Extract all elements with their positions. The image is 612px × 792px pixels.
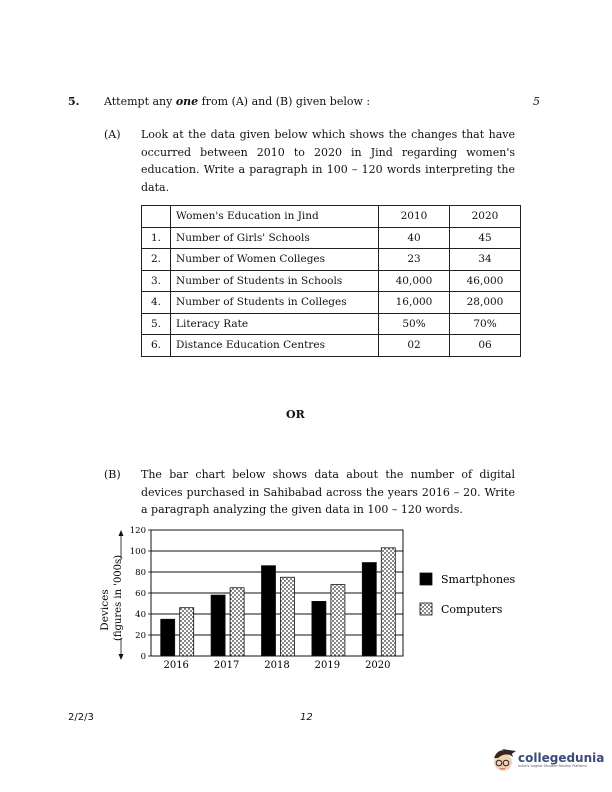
bar-computers-2017 [230,588,244,656]
or-separator: OR [286,408,305,421]
row-label: Literacy Rate [171,313,379,335]
question-marks: 5 [533,95,540,108]
row-number: 4. [142,292,171,314]
bar-smartphones-2017 [211,595,225,656]
legend-label-computers: Computers [441,603,503,616]
page-number: 12 [300,712,313,723]
part-a-line: data. [141,180,170,194]
row-number: 3. [142,270,171,292]
row-value-2020: 70% [450,313,521,335]
part-b-label: (B) [104,468,121,481]
legend-swatch-smartphones [420,573,432,585]
part-a-line: Look at the data given below which shows the changes that have [141,128,515,141]
bar-computers-2020 [381,548,395,656]
question-number: 5. [68,95,80,108]
y-axis-title: Devices [99,589,111,631]
instruction-text: Attempt any [104,95,176,108]
header-cell: Women's Education in Jind [171,206,379,228]
legend-label-smartphones: Smartphones [441,573,516,586]
row-number: 6. [142,335,171,357]
y-axis-label [99,530,124,660]
part-a-line: occurred between 2010 to 2020 in Jind regarding women's [141,145,515,159]
mascot-icon [490,745,518,775]
row-value-2020: 06 [450,335,521,357]
legend-swatch-computers [420,603,432,615]
y-tick-label: 20 [135,631,146,641]
row-number: 5. [142,313,171,335]
bar-smartphones-2018 [262,566,276,656]
row-value-2010: 16,000 [379,292,450,314]
row-label: Distance Education Centres [171,335,379,357]
brand-name: collegedunia [518,751,605,765]
part-b-line: devices purchased in Sahibabad across the years 2016 – 20. Write [141,485,515,499]
chart-bars [161,548,396,656]
part-a-label: (A) [104,128,121,141]
y-axis-subtitle: (figures in '000s) [113,554,124,642]
part-b-line: The bar chart below shows data about the number of digital [141,468,515,481]
chart-legend [420,573,516,616]
part-b-line: a paragraph analyzing the given data in 100 – 120 words. [141,503,463,516]
row-value-2020: 28,000 [450,292,521,314]
row-value-2010: 50% [379,313,450,335]
part-a-line: education. Write a paragraph in 100 – 120 words interpreting the [141,163,515,176]
x-tick-label: 2019 [314,660,341,671]
row-number: 1. [142,227,171,249]
y-tick-label: 60 [135,589,146,599]
bar-smartphones-2019 [312,601,326,656]
x-tick-labels [163,660,390,671]
row-value-2010: 40 [379,227,450,249]
row-label: Number of Students in Schools [171,270,379,292]
row-value-2010: 23 [379,249,450,271]
row-label: Number of Students in Colleges [171,292,379,314]
row-value-2020: 46,000 [450,270,521,292]
row-label: Number of Women Colleges [171,249,379,271]
bar-computers-2016 [180,608,194,656]
x-tick-label: 2017 [213,660,240,671]
y-tick-label: 120 [129,526,146,536]
row-value-2010: 02 [379,335,450,357]
collegedunia-logo [490,745,604,775]
y-tick-label: 80 [135,568,146,578]
header-cell: 2020 [450,206,521,228]
y-tick-label: 40 [135,610,146,620]
x-tick-label: 2020 [365,660,391,671]
row-value-2020: 34 [450,249,521,271]
header-cell: 2010 [379,206,450,228]
x-tick-label: 2016 [163,660,189,671]
row-label: Number of Girls' Schools [171,227,379,249]
bar-computers-2019 [331,585,345,656]
bar-smartphones-2016 [161,619,175,656]
x-tick-label: 2018 [264,660,290,671]
bar-smartphones-2020 [362,563,376,656]
arrow-head-up-icon [119,530,124,536]
y-tick-label: 100 [129,547,146,557]
instruction-emphasis: one [175,95,199,108]
instruction-text-end: from (A) and (B) given below : [198,95,371,108]
row-number: 2. [142,249,171,271]
bar-computers-2018 [281,577,295,656]
row-value-2020: 45 [450,227,521,249]
brand-tagline: India's largest Student Review Platform [518,764,587,768]
arrow-head-down-icon [119,654,124,660]
y-tick-label: 0 [140,652,146,662]
row-value-2010: 40,000 [379,270,450,292]
y-tick-labels [130,526,146,662]
paper-code: 2/2/3 [68,712,94,723]
